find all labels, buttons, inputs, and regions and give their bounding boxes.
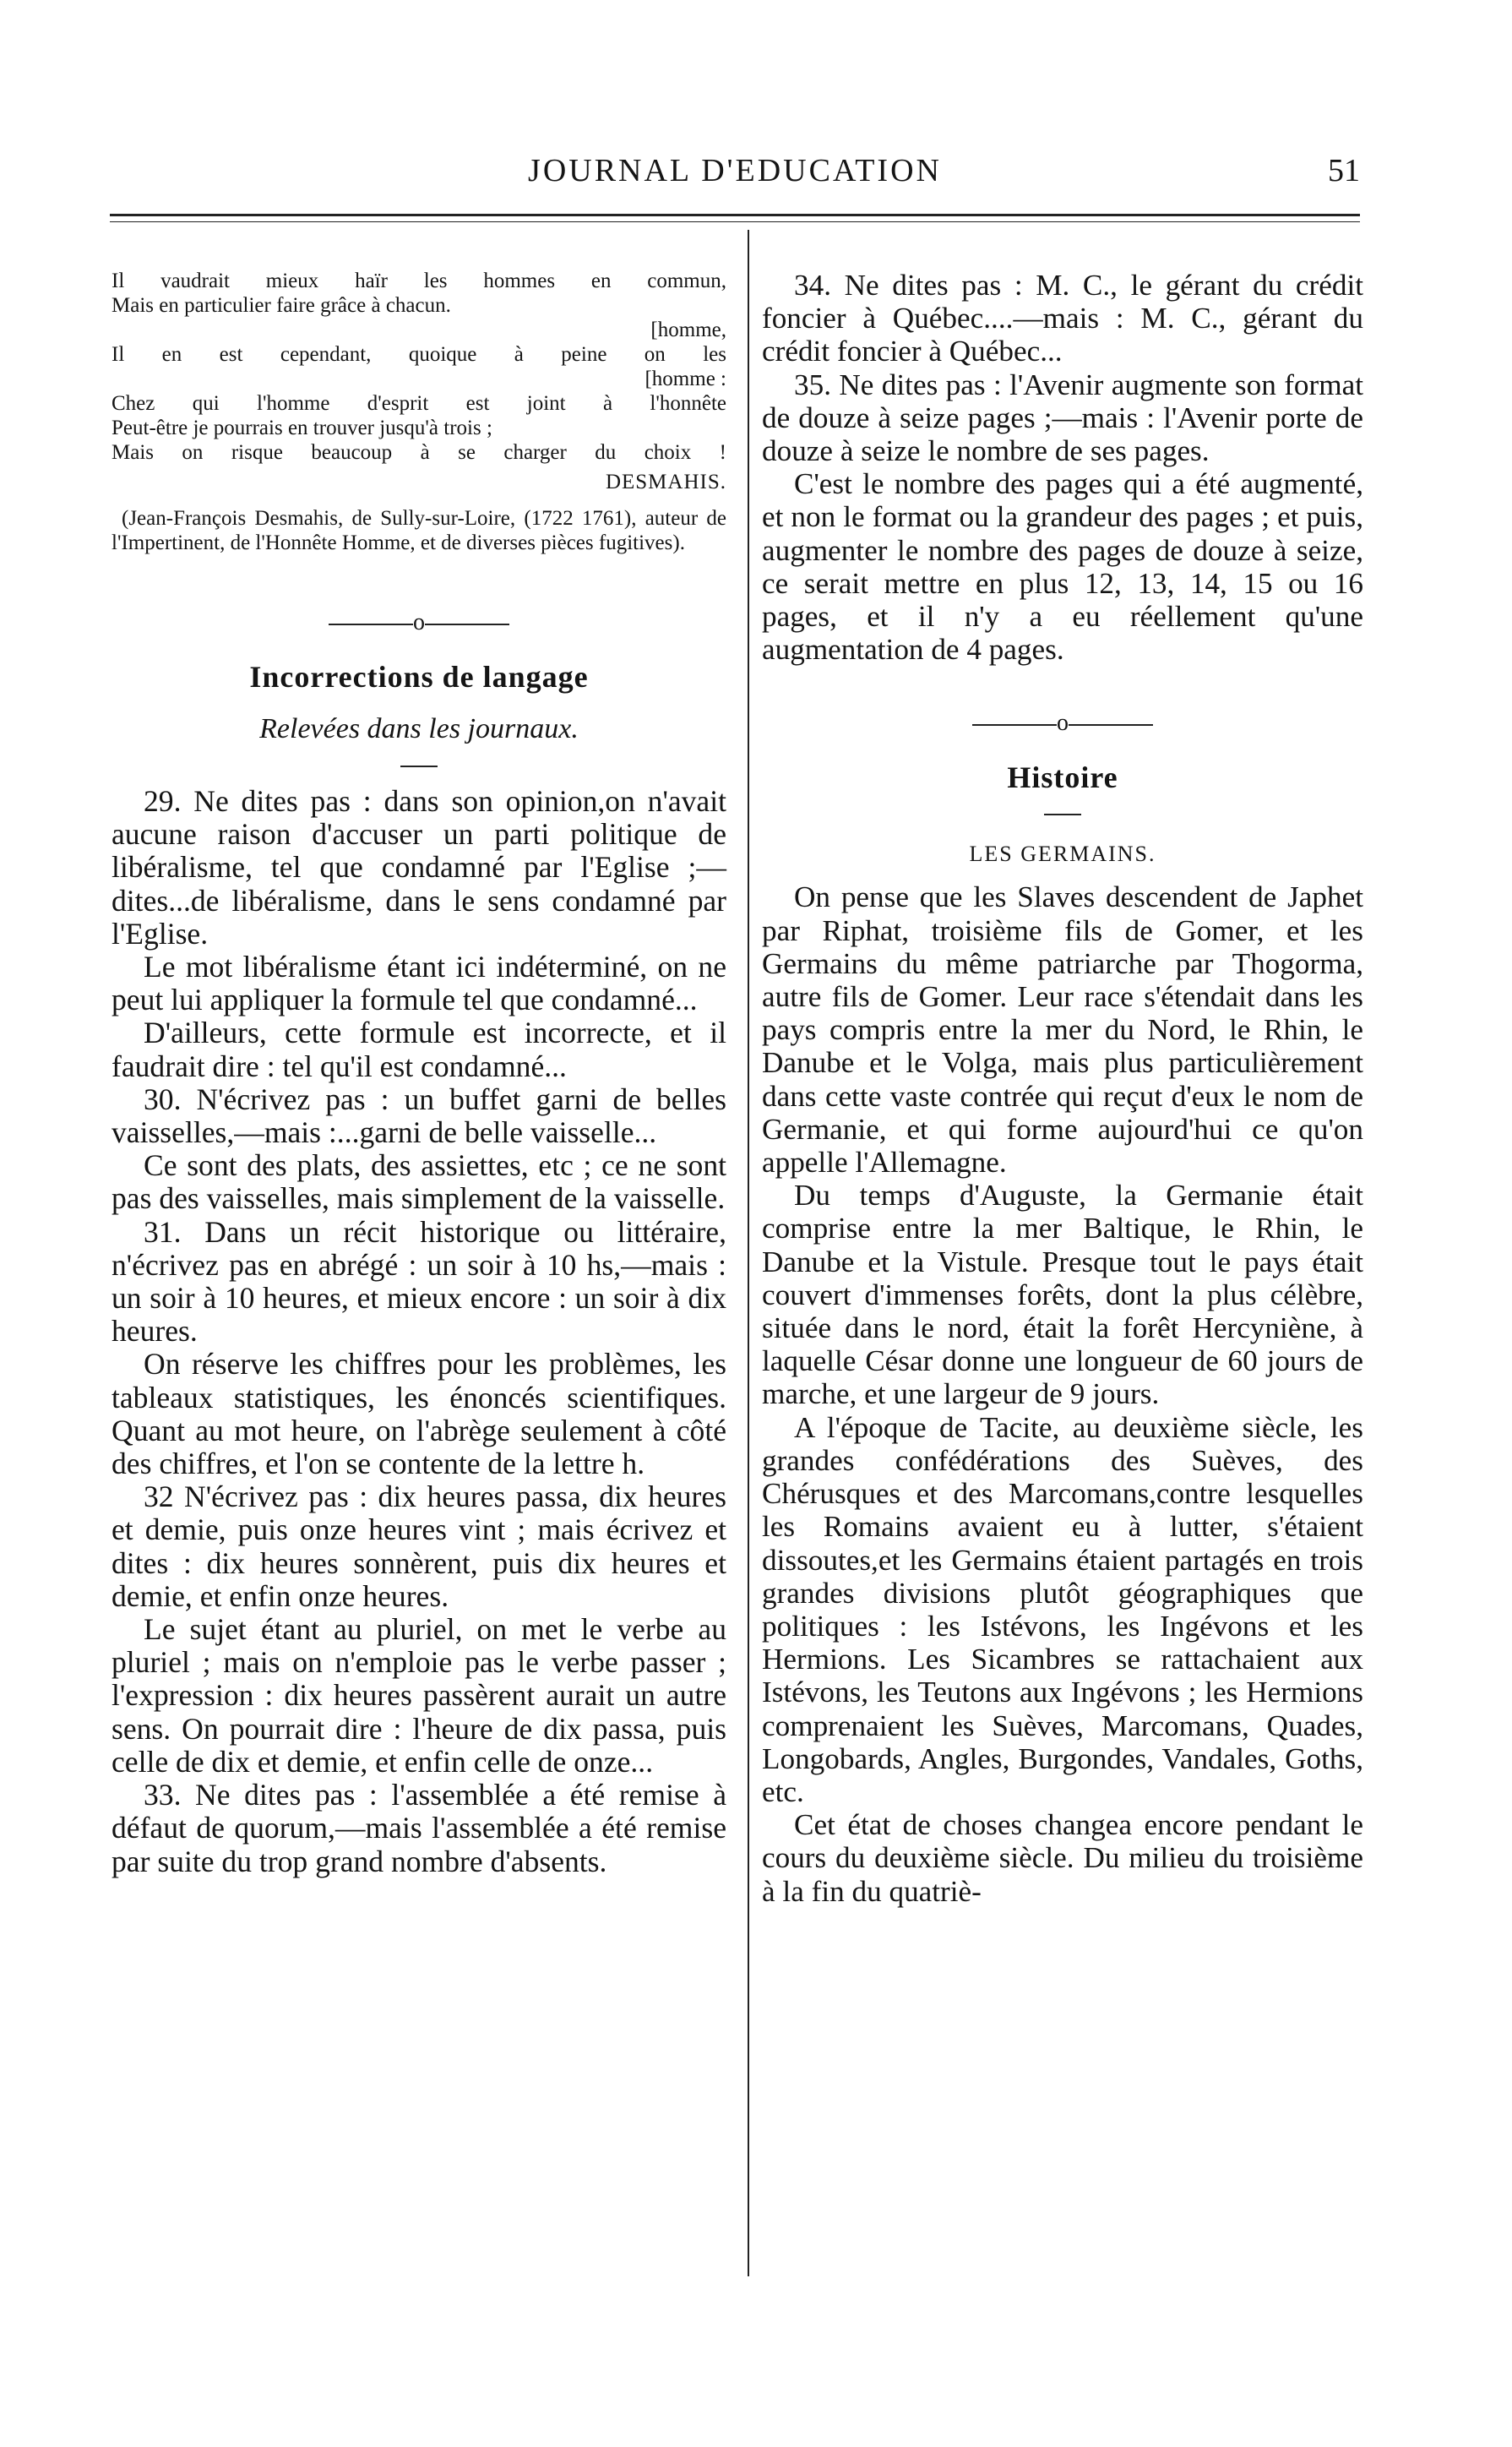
page-header: [110, 149, 1360, 199]
paragraph: Cet état de choses changea encore pendant le cours du deuxième siècle. Du milieu du troisième à la fin du quatriè-: [762, 1808, 1363, 1908]
separator: o: [111, 606, 726, 640]
paragraph: 34. Ne dites pas : M. C., le gérant du crédit foncier à Québec....—mais : M. C., gérant du crédit foncier à Québec...: [762, 269, 1363, 368]
poem-line: [homme,: [650, 319, 726, 341]
paragraph: 35. Ne dites pas : l'Avenir augmente son format de douze à seize pages ;—mais : l'Avenir porte de douze à seize le nombre de ses pages.: [762, 368, 1363, 468]
paragraph: 29. Ne dites pas : dans son opinion,on n'avait aucune raison d'accuser un parti politique de libéralisme, tel que condamné par l'Eglise ;—dites...de libéralisme, dans le sens condamné par l'Eglise.: [111, 784, 726, 951]
paragraph: 30. N'écrivez pas : un buffet garni de belles vaisselles,—mais :...garni de belle vaisselle...: [111, 1082, 726, 1150]
poem-line: [homme :: [645, 368, 726, 390]
paragraph: Le mot libéralisme étant ici indéterminé, on ne peut lui appliquer la formule tel que condamné...: [111, 950, 726, 1017]
column-divider: [748, 230, 749, 2276]
header-rule-thin: [110, 221, 1360, 222]
paragraph: Du temps d'Auguste, la Germanie était comprise entre la mer Baltique, le Rhin, le Danube et la Vistule. Presque tout le pays était couvert d'immenses forêts, dont la plus célèbre, située dans le nord, était la forêt Hercyniène, à laquelle César donne une longueur de 60 jours de marche, et une largeur de 9 jours.: [762, 1179, 1363, 1411]
poem-line: Mais en particulier faire grâce à chacun.: [111, 294, 451, 317]
poem-line: Chez qui l'homme d'esprit est joint à l'honnête: [111, 392, 726, 415]
paragraph: On réserve les chiffres pour les problèmes, les tableaux statistiques, les énoncés scientifiques. Quant au mot heure, on l'abrège seulement à côté des chiffres, et l'on se contente de la lettre h.: [111, 1347, 726, 1481]
paragraph: Ce sont des plats, des assiettes, etc ; ce ne sont pas des vaisselles, mais simplement de la vaisselle.: [111, 1148, 726, 1216]
paragraph: 32 N'écrivez pas : dix heures passa, dix heures et demie, puis onze heures vint ; mais écrivez et dites : dix heures sonnèrent, puis dix heures et demie, et enfin onze heures.: [111, 1480, 726, 1613]
paragraph: A l'époque de Tacite, au deuxième siècle, les grandes confédérations des Suèves, des Chérusques et des Marcomans,contre lesquelles les Romains avaient eu à lutter, s'étaient dissoutes,et les Germains étaient partagés en trois grandes divisions plutôt géographiques que politiques : les Istévons, les Ingévons et les Hermions. Les Sicambres se rattachaient aux Istévons, les Teutons aux Ingévons ; les Hermions comprenaient les Suèves, Marcomans, Quades, Longobards, Angles, Burgondes, Vandales, Goths, etc.: [762, 1410, 1363, 1808]
paragraph: 33. Ne dites pas : l'assemblée a été remise à défaut de quorum,—mais l'assemblée a été remise par suite du trop grand nombre d'absents.: [111, 1778, 726, 1878]
right-column: [762, 269, 1363, 1908]
paragraph: 31. Dans un récit historique ou littéraire, n'écrivez pas en abrégé : un soir à 10 hs,—mais : un soir à 10 heures, et mieux encore : un soir à dix heures.: [111, 1214, 726, 1349]
poem-line: Mais on risque beaucoup à se charger du choix !: [111, 441, 726, 464]
paragraph: On pense que les Slaves descendent de Japhet par Riphat, troisième fils de Gomer, et les Germains du même patriarche par Thogorma, autre fils de Gomer. Leur race s'étendait dans les pays compris entre la mer du Nord, le Rhin, le Danube et le Volga, mais plus particulièrement dans cette vaste contrée qui reçut d'eux le nom de Germanie, et qui forme aujourd'hui ce qu'on appelle l'Allemagne.: [762, 880, 1363, 1180]
section-subtitle: LES GERMAINS.: [969, 842, 1156, 867]
paragraph: D'ailleurs, cette formule est incorrecte, et il faudrait dire : tel qu'il est condamné...: [111, 1016, 726, 1083]
poem: [111, 269, 726, 494]
poem-line: Il en est cependant, quoique à peine on les: [111, 343, 726, 366]
section-title: Incorrections de langage: [249, 660, 589, 694]
page-number: 51: [1328, 153, 1360, 188]
section-subtitle: Relevées dans les journaux.: [259, 713, 579, 744]
separator: o: [762, 706, 1363, 740]
journal-title: JOURNAL D'EDUCATION: [528, 153, 942, 188]
left-column: [111, 269, 726, 1878]
paragraph: C'est le nombre des pages qui a été augmenté, et non le format ou la grandeur des pages ; et puis, augmenter le nombre des pages de douze à seize, ce serait mettre en plus 12, 13, 14, 15 ou 16 pages, et il n'y a eu réellement qu'une augmentation de 4 pages.: [762, 467, 1363, 667]
header-rule: [110, 214, 1360, 216]
poem-author: DESMAHIS.: [605, 471, 726, 493]
poem-caption: (Jean-François Desmahis, de Sully-sur-Loire, (1722 1761), auteur de l'Impertinent, de l'Honnête Homme, et de diverses pièces fugitives).: [111, 507, 726, 554]
section-title: Histoire: [1007, 760, 1118, 795]
short-rule: [762, 804, 1363, 821]
poem-line: Il vaudrait mieux haïr les hommes en commun,: [111, 270, 726, 292]
short-rule: [111, 756, 726, 773]
poem-line: Peut-être je pourrais en trouver jusqu'à trois ;: [111, 417, 492, 439]
paragraph: Le sujet étant au pluriel, on met le verbe au pluriel ; mais on n'emploie pas le verbe passer ; l'expression : dix heures passèrent aurait un autre sens. On pourrait dire : l'heure de dix passa, puis celle de dix et demie, et enfin celle de onze...: [111, 1612, 726, 1779]
